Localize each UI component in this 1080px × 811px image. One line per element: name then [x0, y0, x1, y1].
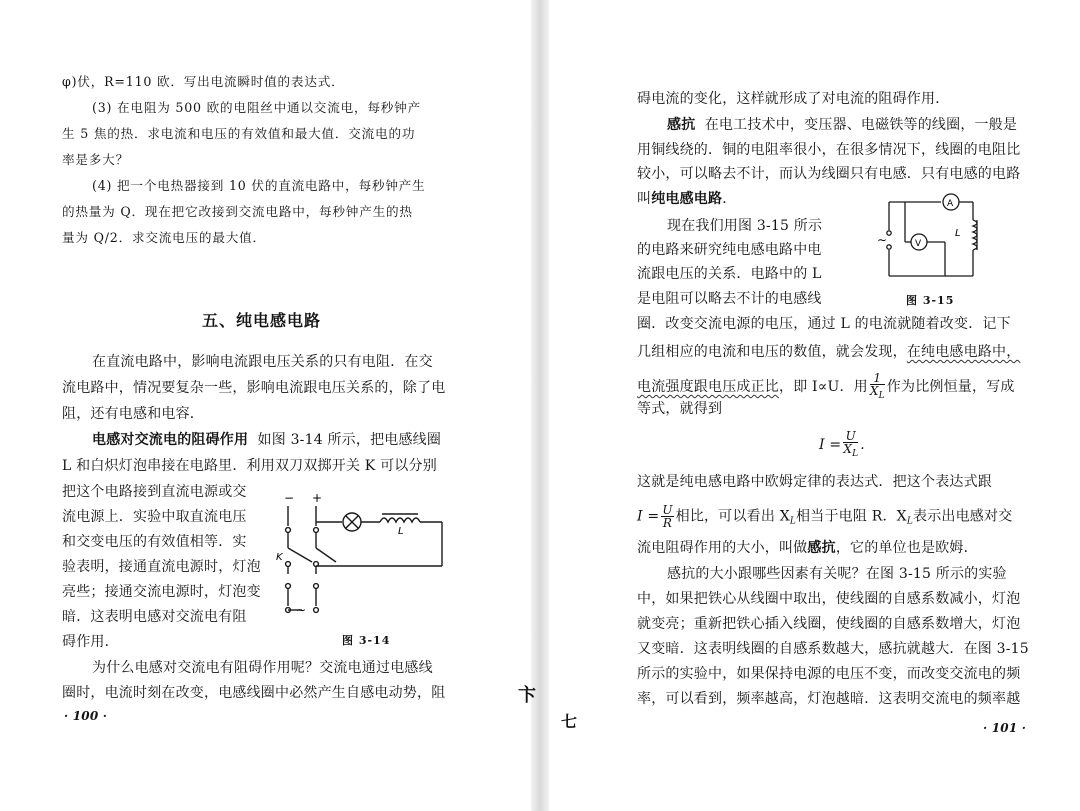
- figure-caption: 图 3-14: [342, 634, 391, 647]
- ac-source-label: ∼: [877, 233, 888, 247]
- exercise-line: 率是多大？: [62, 152, 129, 167]
- page-number: · 100 ·: [64, 709, 108, 723]
- plus-label: +: [312, 491, 323, 505]
- section-title: 五、纯电感电路: [202, 311, 322, 330]
- paragraph-line: 电感对交流电的阻碍作用 如图 3-14 所示，把电感线圈: [92, 432, 442, 448]
- paragraph-line: 圈时，电流时刻在改变，电感线圈中必然产生自感电动势，阻: [62, 685, 446, 701]
- voltmeter-label: V: [915, 239, 922, 249]
- paragraph-line: 这就是纯电感电路中欧姆定律的表达式．把这个表达式跟: [637, 474, 992, 490]
- inductor-label: L: [955, 228, 961, 239]
- ammeter-label: A: [947, 199, 954, 209]
- ac-source-label: ∼: [296, 603, 307, 617]
- paragraph-line: 圈．改变交流电源的电压，通过 L 的电流就随着改变．记下: [637, 316, 1011, 332]
- right-page: [549, 0, 1080, 811]
- paragraph-line: 亮些；接通交流电源时，灯泡变: [62, 584, 261, 600]
- paragraph-line: 和交变电压的有效值相等．实: [62, 534, 247, 550]
- paragraph-line: 几组相应的电流和电压的数值，就会发现，在纯电感电路中，: [637, 344, 1021, 360]
- paragraph-line: 流跟电压的关系．电路中的 L: [637, 266, 822, 282]
- paragraph-line: 中，如果把铁心从线圈中取出，使线圈的自感系数减小，灯泡: [637, 591, 1021, 607]
- paragraph-line: I = $\frac{U}{R}$ 相比，可以看出 $X_L$相当于电阻 R．$X_L$表示出电感对交: [637, 503, 1013, 530]
- paragraph-line: 叫纯电感电路．: [637, 191, 737, 207]
- figure-3-14-circuit: [272, 488, 472, 620]
- paragraph-line: 暗．这表明电感对交流电有阻: [62, 609, 247, 625]
- exercise-line: (3) 在电阻为 500 欧的电阻丝中通以交流电，每秒钟产: [92, 100, 421, 115]
- term-inductive-reactance: 感抗: [807, 540, 836, 556]
- figure-caption: 图 3-15: [906, 294, 955, 307]
- inductor-label: L: [398, 526, 404, 537]
- exercise-line: (4) 把一个电热器接到 10 伏的直流电路中，每秒钟产生: [92, 178, 426, 193]
- term-pure-inductive-circuit: 纯电感电路: [651, 191, 723, 207]
- emphasis-text: 电流强度跟电压成正比: [637, 379, 779, 395]
- gutter-mark: 卞: [518, 685, 537, 706]
- paragraph-line: 现在我们用图 3-15 所示: [667, 218, 823, 234]
- paragraph-line: 用铜线绕的．铜的电阻率很小，在很多情况下，线圈的电阻比: [637, 142, 1021, 158]
- fraction-1-over-xl: $\frac{1}{X_L}$: [869, 371, 885, 401]
- term-inductive-reactance: 感抗: [667, 117, 696, 133]
- paragraph-line: L 和白炽灯泡串接在电路里．利用双刀双掷开关 K 可以分别: [62, 458, 437, 474]
- equation-ohms-law-inductive: I = $\frac{U}{X_L}$ .: [819, 429, 865, 459]
- paragraph-line: 流电路中，情况要复杂一些，影响电流跟电压关系的，除了电: [62, 380, 446, 396]
- paragraph-line: 流电阻碍作用的大小，叫做感抗，它的单位也是欧姆．: [637, 540, 978, 556]
- paragraph-line: 率，可以看到，频率越高，灯泡越暗．这表明交流电的频率越: [637, 691, 1021, 707]
- paragraph-line: 较小，可以略去不计，而认为线圈只有电感．只有电感的电路: [637, 166, 1021, 182]
- paragraph-line: 在直流电路中，影响电流跟电压关系的只有电阻．在交: [92, 354, 433, 370]
- exercise-line: 的热量为 Q．现在把它改接到交流电路中，每秒钟产生的热: [62, 204, 413, 219]
- left-page: [0, 0, 531, 811]
- paragraph-line: 感抗 在电工技术中，变压器、电磁铁等的线圈，一般是: [667, 117, 1018, 133]
- page-number: · 101 ·: [983, 721, 1027, 735]
- paragraph-line: 就变亮；重新把铁心插入线圈，使线圈的自感系数增大，灯泡: [637, 616, 1021, 632]
- paragraph-line: 所示的实验中，如果保持电源的电压不变，而改变交流电的频: [637, 666, 1021, 682]
- figure-3-15-circuit: [875, 190, 995, 286]
- switch-label: K: [276, 552, 283, 563]
- paragraph-line: 是电阻可以略去不计的电感线: [637, 291, 822, 307]
- paragraph-line: 为什么电感对交流电有阻碍作用呢？交流电通过电感线: [92, 660, 433, 676]
- paragraph-line: 流电源上．实验中取直流电压: [62, 509, 247, 525]
- paragraph-line: 感抗的大小跟哪些因素有关呢？在图 3-15 所示的实验: [667, 566, 1007, 582]
- paragraph-line: 的电路来研究纯电感电路中电: [637, 242, 822, 258]
- minus-label: −: [284, 491, 295, 505]
- emphasis-text: 在纯电感电路中，: [906, 344, 1021, 360]
- paragraph-line: 把这个电路接到直流电源或交: [62, 484, 247, 500]
- paragraph-line: 碍作用．: [62, 634, 119, 650]
- exercise-line: 量为 Q/2．求交流电压的最大值．: [62, 230, 266, 245]
- exercise-line: 生 5 焦的热．求电流和电压的有效值和最大值．交流电的功: [62, 126, 416, 141]
- paragraph-line: 阻，还有电感和电容．: [62, 406, 204, 422]
- paragraph-line: 又变暗．这表明线圈的自感系数越大，感抗就越大．在图 3-15: [637, 641, 1029, 657]
- paragraph-line: 等式，就得到: [637, 401, 723, 417]
- paragraph-line: 验表明，接通直流电源时，灯泡: [62, 559, 261, 575]
- paragraph-line: 碍电流的变化，这样就形成了对电流的阻碍作用．: [637, 91, 950, 107]
- exercise-line: φ)伏，R=110 欧．写出电流瞬时值的表达式．: [62, 74, 345, 89]
- subheading: 电感对交流电的阻碍作用: [92, 432, 249, 448]
- gutter-mark: 七: [561, 712, 578, 731]
- paragraph-line: 电流强度跟电压成正比，即 I∝U．用 $\frac{1}{X_L}$ 作为比例恒量，写成: [637, 371, 1015, 401]
